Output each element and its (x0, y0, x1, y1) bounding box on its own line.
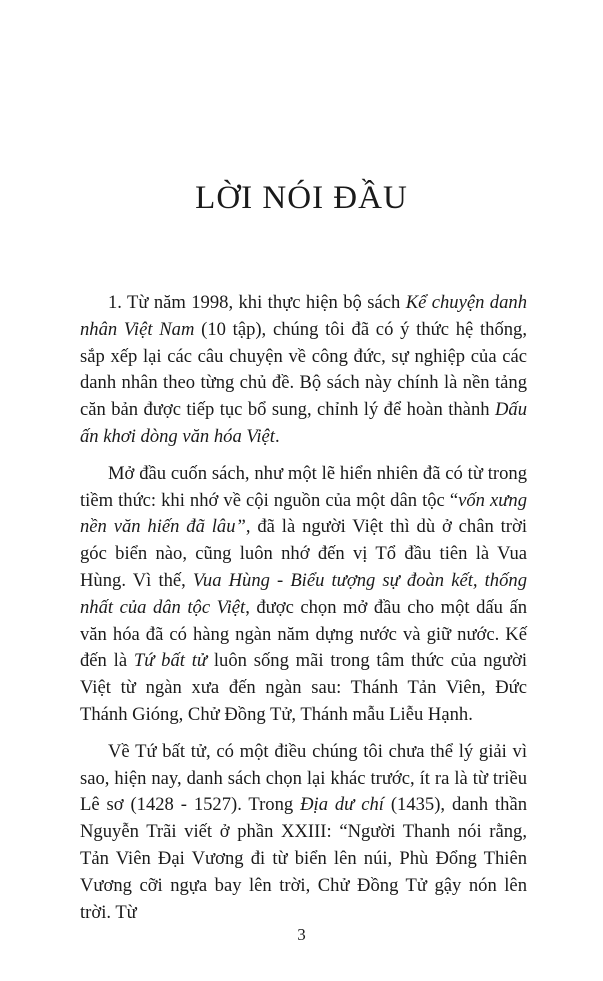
text-run: luôn sống mãi trong tâm thức của người Việt từ ngàn xưa đến ngàn sau: Thánh Tản Viên, Đức Thánh Gióng, Chử Đồng Tử, Thánh mẫu Liễu Hạnh. (80, 650, 527, 725)
text-run: Về Tứ bất tử, có một điều chúng tôi chưa thể lý giải vì sao, hiện nay, danh sách chọn lại khác trước, ít ra là từ triều Lê sơ (1428 - 1527). Trong (80, 740, 527, 816)
paragraph-3 (80, 739, 527, 927)
italic-run: Dấu ấn khơi dòng văn hóa Việt (80, 399, 527, 447)
italic-run: Địa dư chí (300, 794, 384, 816)
paragraph-1 (80, 290, 527, 451)
italic-run: Vua Hùng - Biểu tượng sự đoàn kết, thống nhất của dân tộc Việt (80, 569, 527, 618)
italic-run: Tứ bất tử (133, 650, 208, 672)
paragraph-2 (80, 461, 527, 729)
text-run: , được chọn mở đầu cho một dấu ấn văn hóa đã có hàng ngàn năm dựng nước và giữ nước. Kế đến là (80, 596, 528, 672)
italic-run: Kể chuyện danh nhân Việt Nam (80, 292, 527, 340)
text-run: 1. Từ năm 1998, khi thực hiện bộ sách (108, 292, 406, 313)
text-run: Mở đầu cuốn sách, như một lẽ hiển nhiên đã có từ trong tiềm thức: khi nhớ về cội nguồn của một dân tộc “ (80, 462, 527, 511)
text-run: , đã là người Việt thì dù ở chân trời góc biển nào, cũng luôn nhớ đến vị Tổ đầu tiên là Vua Hùng. Vì thế, (80, 516, 527, 591)
body-text (80, 290, 527, 936)
text-run: (1435), danh thần Nguyễn Trãi viết ở phần XXIII: “Người Thanh nói rằng, Tản Viên Đại Vương đi từ biển lên núi, Phù Đổng Thiên Vương cỡi ngựa bay lên trời, Chử Đồng Tử gậy nón lên trời. Từ (80, 794, 527, 923)
italic-run: vốn xưng nền văn hiến đã lâu” (80, 489, 527, 538)
page-title: LỜI NÓI ĐẦU (195, 180, 408, 216)
page-number: 3 (297, 925, 306, 944)
text-run: (10 tập), chúng tôi đã có ý thức hệ thống, sắp xếp lại các câu chuyện về công đức, sự nghiệp của các danh nhân theo từng chủ đề. Bộ sách này chính là nền tảng căn bản được tiếp tục bổ sung, chỉnh lý để hoàn thành (80, 318, 527, 421)
text-run: . (274, 425, 280, 447)
